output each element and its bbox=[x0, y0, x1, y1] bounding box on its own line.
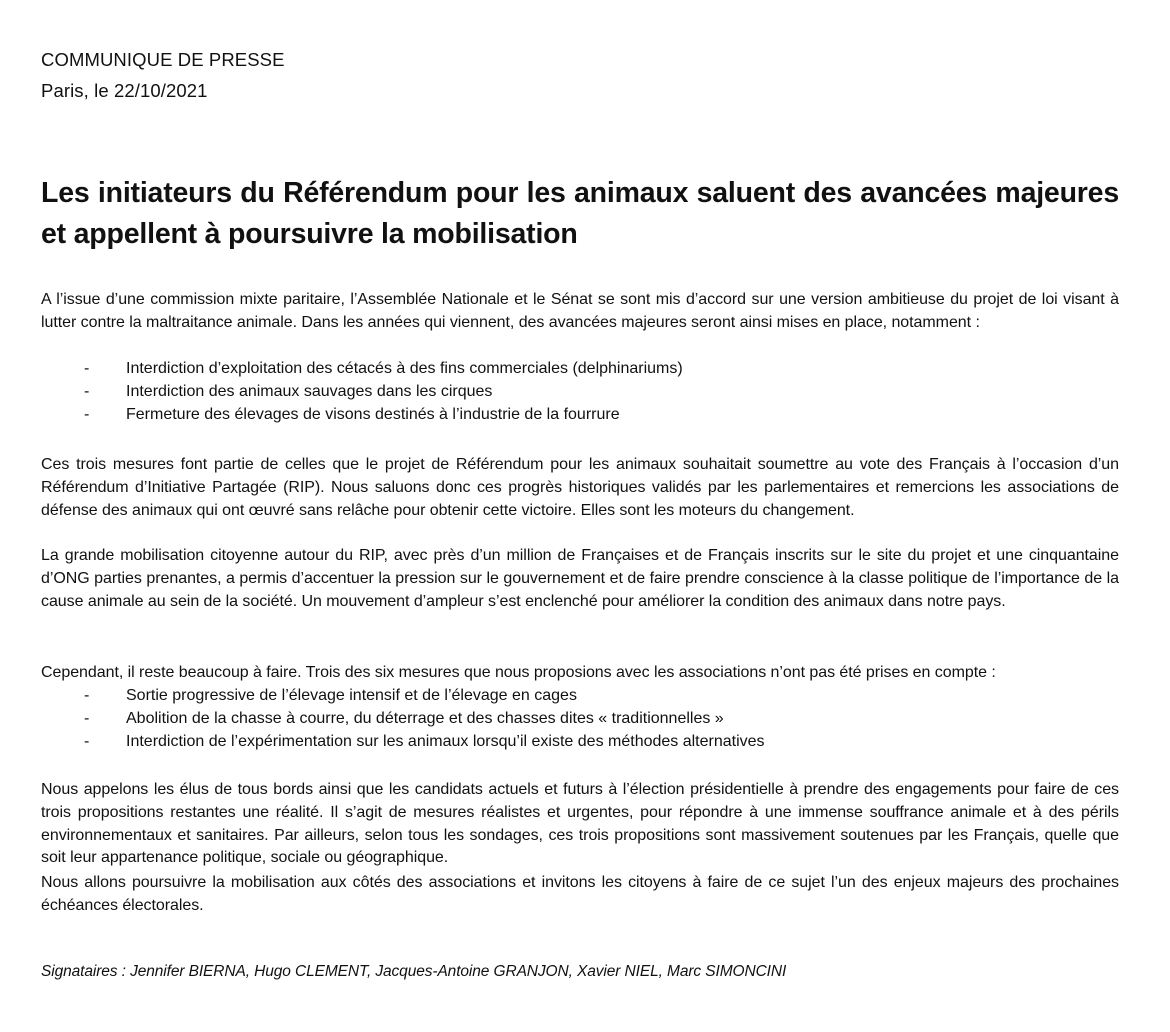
bullet-dash: - bbox=[84, 382, 90, 400]
signatories: Signataires : Jennifer BIERNA, Hugo CLEMENT, Jacques-Antoine GRANJON, Xavier NIEL, Marc SIMONCINI bbox=[41, 963, 787, 980]
paragraph-closing: Nous allons poursuivre la mobilisation aux côtés des associations et invitons les citoyens à faire de ce sujet l’un des enjeux majeurs des prochaines échéances électorales. bbox=[41, 874, 1119, 914]
press-release-title: Les initiateurs du Référendum pour les animaux saluent des avancées majeures et appellent à poursuivre la mobilisation bbox=[41, 177, 1119, 250]
place-and-date: Paris, le 22/10/2021 bbox=[41, 80, 208, 101]
document-type: COMMUNIQUE DE PRESSE bbox=[41, 49, 285, 70]
list-item bbox=[41, 731, 1119, 754]
bullet-dash: - bbox=[84, 360, 90, 377]
list-item bbox=[41, 381, 1119, 404]
bullet-dash: - bbox=[84, 709, 90, 727]
remaining-measures-list bbox=[41, 685, 1119, 753]
adopted-measures-list bbox=[41, 358, 1119, 426]
paragraph-remaining: Cependant, il reste beaucoup à faire. Trois des six mesures que nous proposions avec les associations n’ont pas été prises en compte : bbox=[41, 664, 996, 681]
measure-text: Fermeture des élevages de visons destinés à l’industrie de la fourrure bbox=[126, 405, 620, 423]
list-item bbox=[41, 358, 1119, 381]
bullet-dash: - bbox=[84, 732, 90, 750]
measure-text: Abolition de la chasse à courre, du déterrage et des chasses dites « traditionnelles » bbox=[126, 709, 724, 727]
measure-text: Interdiction d’exploitation des cétacés à des fins commerciales (delphinariums) bbox=[126, 360, 683, 377]
bullet-dash: - bbox=[84, 687, 90, 704]
paragraph-appeal: Nous appelons les élus de tous bords ainsi que les candidats actuels et futurs à l’élection présidentielle à prendre des engagements pour faire de ces trois propositions restantes une réalité. Il s’agit de mesures réalistes et urgentes, pour répondre à une immense souffrance animale et à des périls environnementaux et sanitaires. Par ailleurs, selon tous les sondages, ces trois propositions sont massivement soutenues par les Français, quelle que soit leur appartenance politique, sociale ou géographique. bbox=[41, 781, 1119, 867]
measure-text: Interdiction de l’expérimentation sur les animaux lorsqu’il existe des méthodes alternatives bbox=[126, 732, 765, 750]
list-item bbox=[41, 685, 1119, 708]
intro-paragraph: A l’issue d’une commission mixte paritaire, l’Assemblée Nationale et le Sénat se sont mis d’accord sur une version ambitieuse du projet de loi visant à lutter contre la maltraitance animale. Dans les années qui viennent, des avancées majeures seront ainsi mises en place, notamment : bbox=[41, 291, 1119, 331]
list-item bbox=[41, 404, 1119, 427]
measure-text: Sortie progressive de l’élevage intensif et de l’élevage en cages bbox=[126, 687, 577, 704]
paragraph-mobilisation: La grande mobilisation citoyenne autour du RIP, avec près d’un million de Françaises et de Français inscrits sur le site du projet et une cinquantaine d’ONG parties prenantes, a permis d’accentuer la pression sur le gouvernement et de faire prendre conscience à la classe politique de l’importance de la cause animale au sein de la société. Un mouvement d’ampleur s’est enclenché pour améliorer la condition des animaux dans notre pays. bbox=[41, 547, 1119, 610]
paragraph-rip: Ces trois mesures font partie de celles que le projet de Référendum pour les animaux souhaitait soumettre au vote des Français à l’occasion d’un Référendum d’Initiative Partagée (RIP). Nous saluons donc ces progrès historiques validés par les parlementaires et remercions les associations de défense des animaux qui ont œuvré sans relâche pour obtenir cette victoire. Elles sont les moteurs du changement. bbox=[41, 456, 1119, 519]
list-item bbox=[41, 708, 1119, 731]
bullet-dash: - bbox=[84, 405, 90, 423]
measure-text: Interdiction des animaux sauvages dans les cirques bbox=[126, 382, 493, 400]
